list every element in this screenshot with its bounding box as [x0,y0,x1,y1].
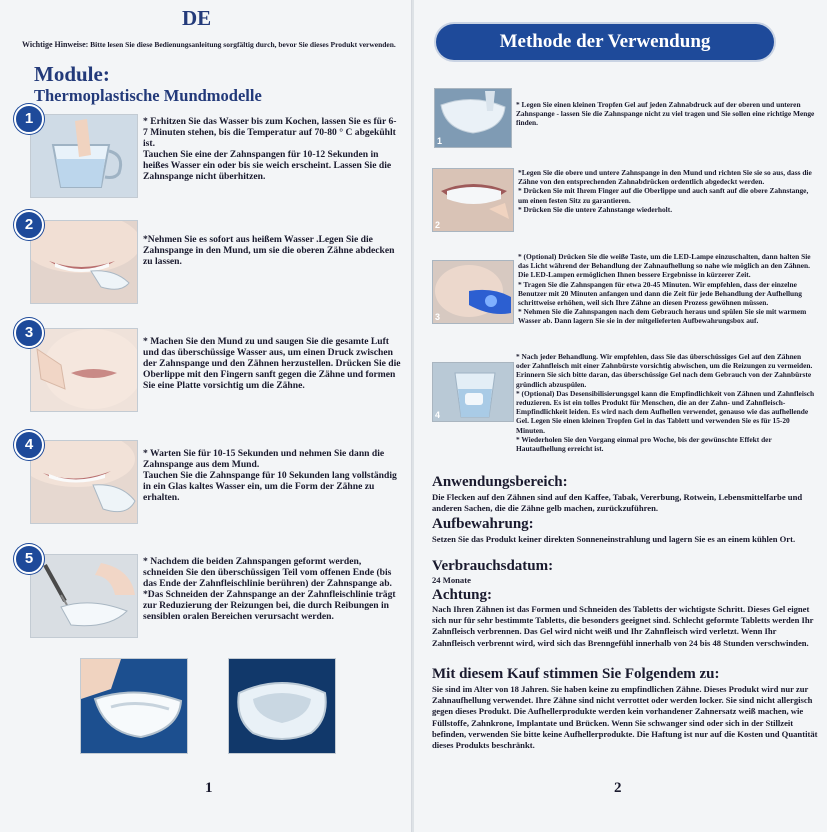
method-step-3-line-2: * Tragen Sie die Zahnspangen für etwa 20-45 Minuten. Wir empfehlen, dass der einzelne Benutzer mit 20 Minuten anfangen und dann die Zeit für jede Behandlung der Aufhellung schrittweise erhöhen, weil sich Ihre Zähne an diesen Prozess gewöhnen müssen. [518,279,802,308]
method-step-4-image [432,362,514,422]
method-step-4-line-1: * Nach jeder Behandlung. Wir empfehlen, dass Sie das überschüssiges Gel auf den Zähnen oder Zahnfleisch mit einer Zahnbürste vorsichtig abwischen, um die Reizungen zu vermeiden. Erinnern Sie sich bitte daran, das überschüssige Gel nach dem Gebrauch von der Zahnbürste gründlich abzuspülen. [516,352,813,389]
step-2-text [143,234,401,267]
section-text-aufbewahrung-p1: Setzen Sie das Produkt keiner direkten Sonneneinstrahlung und lagern Sie es an einem kühlen Ort. [432,534,796,544]
step-4-badge: 4 [14,430,44,460]
step-2-badge: 2 [14,210,44,240]
step-5-text [143,556,401,622]
method-step-3-number: 3 [435,312,441,322]
cut-tray-illustration [31,555,137,637]
step-5-line-1: * Nachdem die beiden Zahnspangen geformt werden, schneiden Sie den überschüssigen Teil vom offenen Ende (bis das Ende der Zahnfleischlinie berühren) der Zahnspange ab. [143,556,392,589]
important-notice [22,40,402,49]
step-5-badge: 5 [14,544,44,574]
module-heading: Module: [34,62,110,86]
step-2-line-1: *Nehmen Sie es sofort aus heißem Wasser .Legen Sie die Zahnspange in den Mund, um sie die oberen Zähne abdecken zu lassen. [143,234,395,267]
section-text-kauf [432,684,818,751]
method-step-4-text [516,352,816,453]
step-3-line-1: * Machen Sie den Mund zu und saugen Sie die gesamte Luft und das überschüssige Wasser aus, um einen Druck zwischen der Zahnspange und den Zähnen herzustellen. Drücken Sie die Oberlippe mit den Fingern sanft gegen die Zähne und formen Sie eine Platte vorsichtig um die Zähne. [143,336,401,391]
method-title-banner: Methode der Verwendung [436,24,774,60]
step-5-image [30,554,138,638]
method-step-3-line-1: * (Optional) Drücken Sie die weiße Taste, um die LED-Lampe einzuschalten, dann halten Sie das Licht während der Behandlung der Zahnaufhellung so nahe wie möglich an den Zähnen. Die LED-Lampen ermöglichen Ihnen bessere Ergebnisse in kürzerer Zeit. [518,252,811,280]
section-text-verbrauchsdatum [432,575,818,586]
method-step-2-line-1: *Legen Sie die obere und untere Zahnspange in den Mund und richten Sie sie so aus, dass die Zähne von den entsprechenden Zahnabdrücken ordentlich abgedeckt werden. [518,168,812,187]
tray-product-illustration [229,659,335,753]
method-step-4-number: 4 [435,410,441,420]
section-heading-verbrauchsdatum: Verbrauchsdatum: [432,558,554,574]
language-code: DE [182,6,212,30]
method-step-2-line-3: * Drücken Sie die untere Zahnstange wiederholt. [518,204,673,214]
tray-in-hand-illustration [81,659,187,753]
step-1-text [143,116,401,182]
tray-hand-image [80,658,188,754]
rinse-glass-illustration [433,363,513,421]
method-step-1-image [434,88,512,148]
step-4-line-1: * Warten Sie für 10-15 Sekunden und nehmen Sie dann die Zahnspange aus dem Mund. [143,448,385,470]
method-step-4-line-2: * (Optional) Das Desensibilisierungsgel kann die Empfindlichkeit von Zähnen und Zahnfleisch reduzieren. Es ist ein tolles Produkt für Menschen, die an der Zahn- und Zahnfleisch-Empfindlichkeit leiden. Es wird nach dem Aufhellen verwendet, genauso wie das aufhellende Gel. Legen Sie einen kleinen Tropfen Gel in das Tablett und verwenden Sie es für 15-20 Minuten. [516,388,815,435]
step-1-image [30,114,138,198]
notice-label: Wichtige Hinweise: [22,40,89,49]
section-text-anwendungsbereich [432,492,818,514]
gel-tray-illustration [435,89,511,147]
step-3-text [143,336,401,391]
method-step-3-line-3: * Nehmen Sie die Zahnspangen nach dem Gebrauch heraus und spülen Sie sie mit warmem Wasser ab. Dann lagern Sie sie in der mitgelieferten Aufbewahrungsbox auf. [518,307,807,326]
section-heading-aufbewahrung: Aufbewahrung: [432,516,534,532]
step-2-image [30,220,138,304]
smile-tray-illustration [31,221,137,303]
method-step-2-image [432,168,514,232]
section-text-verbrauchsdatum-p1: 24 Monate [432,575,471,585]
method-step-2-line-2: * Drücken Sie mit Ihrem Finger auf die Oberlippe und auch sanft auf die obere Zahnstange, um einen festen Sitz zu garantieren. [518,186,809,205]
led-light-illustration [433,261,513,323]
step-1-line-2: Tauchen Sie eine der Zahnspangen für 10-12 Sekunden in heißes Wasser ein oder bis sie weich erscheint. Lassen Sie die Zahnspange nicht überhitzen. [143,149,392,182]
page-left [0,0,412,832]
step-4-image [30,440,138,524]
method-step-2-text [518,168,816,214]
page-right [414,0,827,832]
section-text-kauf-p1: Sie sind im Alter von 18 Jahren. Sie haben keine zu empfindlichen Zähne. Dieses Produkt wird nur zur Zahnaufhellung verwendet. Ihre Zähne sind nicht verrottet oder werden locker. Sie sind nicht allergisch gegen dieses Produkt. Die Aufhellerprodukte werden kein vorhandener Zahnersatz weiß machen, wie Füllstoffe, Zahnkrone, Implantate und Brücken. Wenn Sie schwanger sind oder sich in der Stillzeit befinden, verwenden Sie bitte keine Aufhellerprodukte. Die Haftung ist nur auf die Kosten und Quantität dieses Produkts beschränkt. [432,684,818,751]
method-step-3-image [432,260,514,324]
step-1-badge: 1 [14,104,44,134]
section-text-anwendungsbereich-p1: Die Flecken auf den Zähnen sind auf den Kaffee, Tabak, Vererbung, Rotwein, Lebensmittelfarbe und anderen Sachen, die die Zähne gelb machen, zurückzuführen. [432,492,803,514]
step-3-image [30,328,138,412]
tray-product-image [228,658,336,754]
module-subheading: Thermoplastische Mundmodelle [34,86,262,105]
method-step-3-text [518,252,816,326]
method-step-1-number: 1 [437,136,443,146]
step-4-line-2: Tauchen Sie die Zahnspange für 10 Sekunden lang vollständig in ein Glas kaltes Wasser ein, um die Form der Zähne zu erhalten. [143,470,397,503]
section-heading-achtung: Achtung: [432,587,493,603]
step-4-text [143,448,401,503]
trays-in-mouth-illustration [433,169,513,231]
glass-water-illustration [31,115,137,197]
page-number-1: 1 [205,780,213,796]
method-step-2-number: 2 [435,220,441,230]
lips-press-illustration [31,329,137,411]
section-heading-anwendungsbereich: Anwendungsbereich: [432,474,568,490]
section-text-achtung-p1: Nach Ihren Zähnen ist das Formen und Schneiden des Tabletts der wichtigste Schritt. Dieses Gel eignet sich nur für sehr bestimmte Tabletts, die besonders geeignet sind. Schlecht geformte Tabletts werden Ihr Zahnfleisch verbrennen. Das Gel wird nicht weiß und Ihr Zahnfleisch wird verletzt. Wenn Ihr Zahnfleisch verbrennt wird, wird sich das Brenngefühl innerhalb von 24 bis 48 Stunden verschwinden. [432,604,814,648]
step-5-line-2: *Das Schneiden der Zahnspange an der Zahnfleischlinie trägt zur Reduzierung der Reizungen bei, die durch Reibungen in sensiblen oralen Bereichen verursacht werden. [143,589,396,622]
remove-tray-illustration [31,441,137,523]
step-1-line-1: * Erhitzen Sie das Wasser bis zum Kochen, lassen Sie es für 6-7 Minuten stehen, bis die Temperatur auf 70-80 ° C abgekühlt ist. [143,116,397,149]
method-step-4-line-3: * Wiederholen Sie den Vorgang einmal pro Woche, bis der gewünschte Effekt der Hautaufhellung erreicht ist. [516,434,772,454]
section-text-aufbewahrung [432,534,818,545]
section-text-achtung [432,604,818,649]
step-3-badge: 3 [14,318,44,348]
section-heading-kauf: Mit diesem Kauf stimmen Sie Folgendem zu: [432,666,720,682]
method-step-1-line-1: * Legen Sie einen kleinen Tropfen Gel auf jeden Zahnabdruck auf der oberen und unteren Zahnspange - lassen Sie die Zahnspange nicht zu viel tragen und Sie sollen eine richtige Menge finden. [516,100,815,128]
method-step-1-text [516,100,816,128]
notice-text: Bitte lesen Sie diese Bedienungsanleitung sorgfältig durch, bevor Sie dieses Produkt verwenden. [90,40,396,49]
page-number-2: 2 [614,780,622,796]
